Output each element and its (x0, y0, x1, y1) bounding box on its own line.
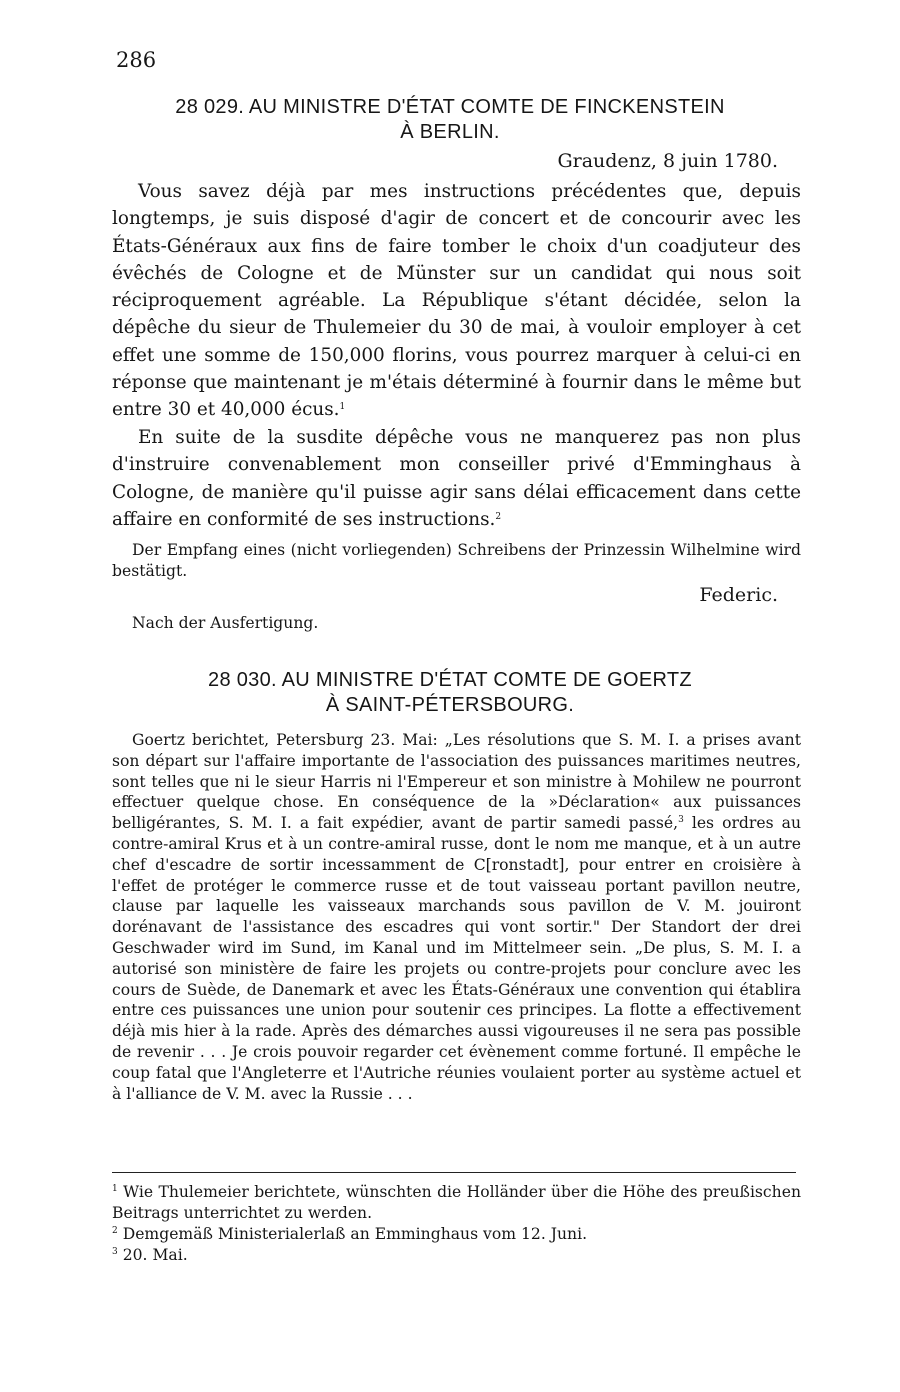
footnote-text: Wie Thulemeier berichtete, wünschten die Holländer über die Höhe des preußischen Beitrags unterrichtet zu werden. (112, 1183, 801, 1222)
footnote-ref-2: 2 (495, 511, 502, 522)
footnote-1 (112, 1182, 801, 1224)
summary-text-a: Goertz berichtet, Petersburg 23. Mai: „Les résolutions que S. M. I. a prises avant son départ sur l'affaire importante de l'association des puissances maritimes neutres, sont telles que ni le sieur Harris ni l'Empereur et son ministre à Mohilew ne pourront effectuer quelque chose. En conséquence de la »Déclaration« aux puissances belligérantes, S. M. I. a fait expédier, avant de partir samedi passé, (112, 731, 801, 833)
footnote-mark: 3 (112, 1247, 118, 1257)
footnote-ref-1: 1 (339, 402, 346, 413)
footnote-divider (112, 1172, 796, 1173)
footnote-ref-3: 3 (678, 815, 684, 826)
letter-heading-28030 (110, 668, 790, 718)
heading-line-2: À SAINT-PÉTERSBOURG. (325, 694, 575, 716)
footnote-mark: 1 (112, 1184, 118, 1194)
heading-line-2: À BERLIN. (400, 121, 500, 143)
page-number: 286 (116, 48, 157, 72)
heading-line-1: 28 030. AU MINISTRE D'ÉTAT COMTE DE GOERTZ (208, 669, 692, 691)
footnote-2 (112, 1224, 801, 1245)
footnote-text: 20. Mai. (122, 1246, 188, 1264)
signature: Federic. (699, 584, 778, 606)
letter2-summary (112, 730, 801, 1104)
footnotes (112, 1182, 801, 1266)
paragraph-text: En suite de la susdite dépêche vous ne manquerez pas non plus d'instruire convenablement mon conseiller privé d'Emminghaus à Cologne, de manière qu'il puisse agir sans délai efficacement dans cette affaire en conformité de ses instructions. (112, 427, 801, 530)
editorial-note: Der Empfang eines (nicht vorliegenden) Schreibens der Prinzessin Wilhelmine wird bestätigt. (112, 541, 801, 580)
source-note: Nach der Ausfertigung. (132, 614, 319, 632)
paragraph-text: Vous savez déjà par mes instructions précédentes que, depuis longtemps, je suis disposé d'agir de concert et de concourir avec les États-Généraux aux fins de faire tomber le choix d'un coadjuteur des évêchés de Cologne et de Münster sur un candidat qui nous soit réciproquement agréable. La République s'étant décidée, selon la dépêche du sieur de Thulemeier du 30 de mai, à vouloir employer à cet effet une somme de 150,000 florins, vous pourrez marquer à celui-ci en réponse que maintenant je m'étais déterminé à fournir dans le même but entre 30 et 40,000 écus. (112, 181, 801, 421)
heading-line-1: 28 029. AU MINISTRE D'ÉTAT COMTE DE FINCKENSTEIN (175, 96, 725, 118)
letter-heading-28029 (110, 95, 790, 145)
summary-text-b: les ordres au contre-amiral Krus et à un contre-amiral russe, dont le nom me manque, et à un autre chef d'escadre de sortir incessamment de C[ronstadt], pour entrer en croisière à l'effet de protéger le commerce russe et de tout vaisseau portant pavillon neutre, clause par laquelle les vaisseaux marchands sous pavillon de V. M. jouiront dorénavant de l'assistance des escadres qui vont sortir." Der Standort der drei Geschwader wird im Sund, im Kanal und im Mittelmeer sein. „De plus, S. M. I. a autorisé son ministère de faire les projets ou contre-projets pour conclure avec les cours de Suède, de Danemark et avec les États-Généraux une convention qui établira entre ces puissances une union pour soutenir ces principes. La flotte a effectivement déjà mis hier à la rade. Après des démarches aussi vigoureuses il ne sera pas possible de revenir . . . Je crois pouvoir regarder cet évènement comme fortuné. Il empêche le coup fatal que l'Angleterre et l'Autriche réunies voulaient porter au système actuel et à l'alliance de V. M. avec la Russie . . . (112, 814, 801, 1103)
footnote-text: Demgemäß Ministerialerlaß an Emminghaus vom 12. Juni. (122, 1225, 588, 1243)
letter1-paragraph-2 (112, 424, 801, 533)
footnote-3 (112, 1245, 801, 1266)
place-date: Graudenz, 8 juin 1780. (557, 150, 778, 172)
letter1-paragraph-1 (112, 178, 801, 424)
footnote-mark: 2 (112, 1226, 118, 1236)
